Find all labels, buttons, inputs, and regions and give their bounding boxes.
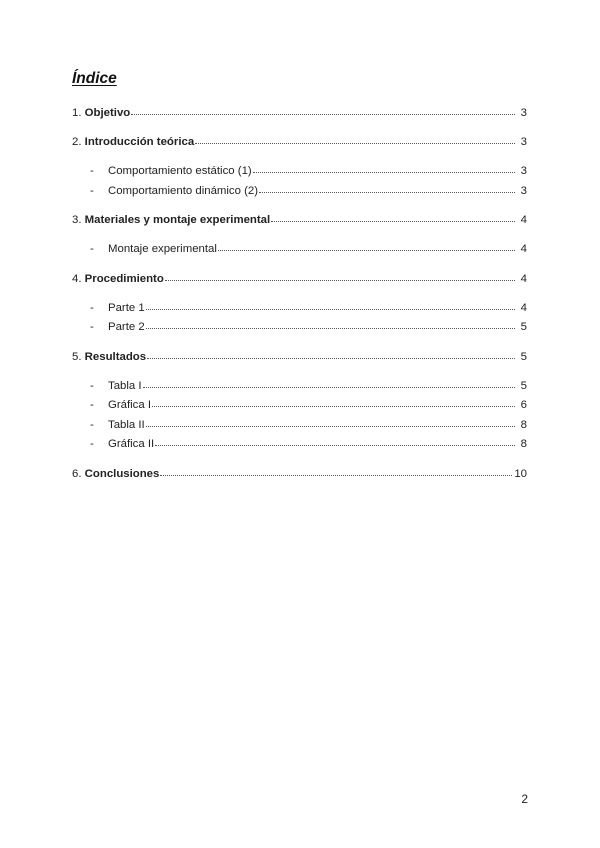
toc-entry-number: 5. [72, 350, 82, 363]
list-bullet: - [90, 379, 94, 392]
toc-subentry-comportamiento-estatico[interactable] [72, 162, 527, 182]
toc-entry-label: Gráfica II [108, 438, 155, 451]
dot-leader [147, 357, 515, 359]
toc-subentry-parte-2[interactable] [72, 318, 527, 338]
toc-entry-resultados[interactable] [72, 348, 527, 368]
toc-entry-label: Introducción teórica [84, 136, 195, 149]
toc-subentry-parte-1[interactable] [72, 299, 527, 319]
toc-entry-page: 3 [520, 184, 527, 197]
toc-entry-label: Conclusiones [84, 467, 160, 480]
toc-subentry-grafica-2[interactable] [72, 435, 527, 455]
dot-leader [271, 220, 515, 222]
toc-entry-label: Tabla I [108, 379, 142, 392]
toc-entry-label: Objetivo [84, 107, 131, 119]
toc-entry-number: 3. [72, 214, 82, 227]
dot-leader [146, 425, 515, 427]
toc-entry-page: 3 [520, 136, 527, 149]
toc-title: Índice [72, 70, 117, 87]
toc-entry-page: 8 [520, 438, 527, 451]
toc-entry-page: 3 [520, 107, 527, 119]
toc-entry-objetivo[interactable] [72, 104, 527, 124]
dot-leader [160, 474, 512, 476]
list-bullet: - [90, 399, 94, 412]
toc-entry-label: Parte 2 [108, 321, 145, 334]
toc-entry-page: 5 [520, 350, 527, 363]
toc-subentry-tabla-1[interactable] [72, 377, 527, 397]
toc-entry-page: 6 [520, 399, 527, 412]
dot-leader [155, 444, 515, 446]
list-bullet: - [90, 243, 94, 256]
toc-entry-label: Gráfica I [108, 399, 152, 412]
toc-entry-label: Montaje experimental [108, 243, 217, 256]
dot-leader [131, 113, 515, 115]
toc-entry-label: Parte 1 [108, 301, 145, 314]
toc-entry-label: Comportamiento estático (1) [108, 165, 252, 178]
toc-entry-procedimiento[interactable] [72, 270, 527, 290]
dot-leader [143, 386, 515, 388]
toc-entry-conclusiones[interactable] [72, 465, 527, 485]
toc-entry-page: 5 [520, 379, 527, 392]
toc-entry-label: Comportamiento dinámico (2) [108, 184, 259, 197]
dot-leader [218, 249, 515, 251]
toc-entry-page: 10 [514, 467, 527, 480]
toc-entry-page: 4 [520, 243, 527, 256]
toc-entry-number: 2. [72, 136, 82, 149]
dot-leader [259, 191, 515, 193]
dot-leader [146, 308, 515, 310]
table-of-contents [72, 104, 527, 484]
toc-entry-materiales[interactable] [72, 211, 527, 231]
list-bullet: - [90, 438, 94, 451]
toc-entry-number: 6. [72, 467, 82, 480]
toc-entry-page: 4 [520, 214, 527, 227]
toc-entry-label: Procedimiento [84, 272, 164, 285]
toc-subentry-montaje-experimental[interactable] [72, 240, 527, 260]
toc-entry-introduccion-teorica[interactable] [72, 133, 527, 153]
list-bullet: - [90, 321, 94, 334]
toc-entry-label: Resultados [84, 350, 147, 363]
toc-subentry-grafica-1[interactable] [72, 396, 527, 416]
list-bullet: - [90, 301, 94, 314]
dot-leader [195, 142, 515, 144]
page-number: 2 [521, 792, 528, 806]
toc-entry-number: 1. [72, 107, 82, 119]
list-bullet: - [90, 184, 94, 197]
toc-subentry-tabla-2[interactable] [72, 416, 527, 436]
toc-entry-page: 4 [520, 272, 527, 285]
toc-entry-number: 4. [72, 272, 82, 285]
toc-entry-label: Tabla II [108, 418, 145, 431]
list-bullet: - [90, 418, 94, 431]
dot-leader [253, 171, 515, 173]
list-bullet: - [90, 165, 94, 178]
toc-entry-page: 5 [520, 321, 527, 334]
toc-entry-page: 8 [520, 418, 527, 431]
toc-entry-page: 3 [520, 165, 527, 178]
toc-entry-label: Materiales y montaje experimental [84, 214, 271, 227]
toc-entry-page: 4 [520, 301, 527, 314]
toc-subentry-comportamiento-dinamico[interactable] [72, 182, 527, 202]
dot-leader [165, 279, 515, 281]
dot-leader [152, 405, 515, 407]
dot-leader [146, 327, 515, 329]
